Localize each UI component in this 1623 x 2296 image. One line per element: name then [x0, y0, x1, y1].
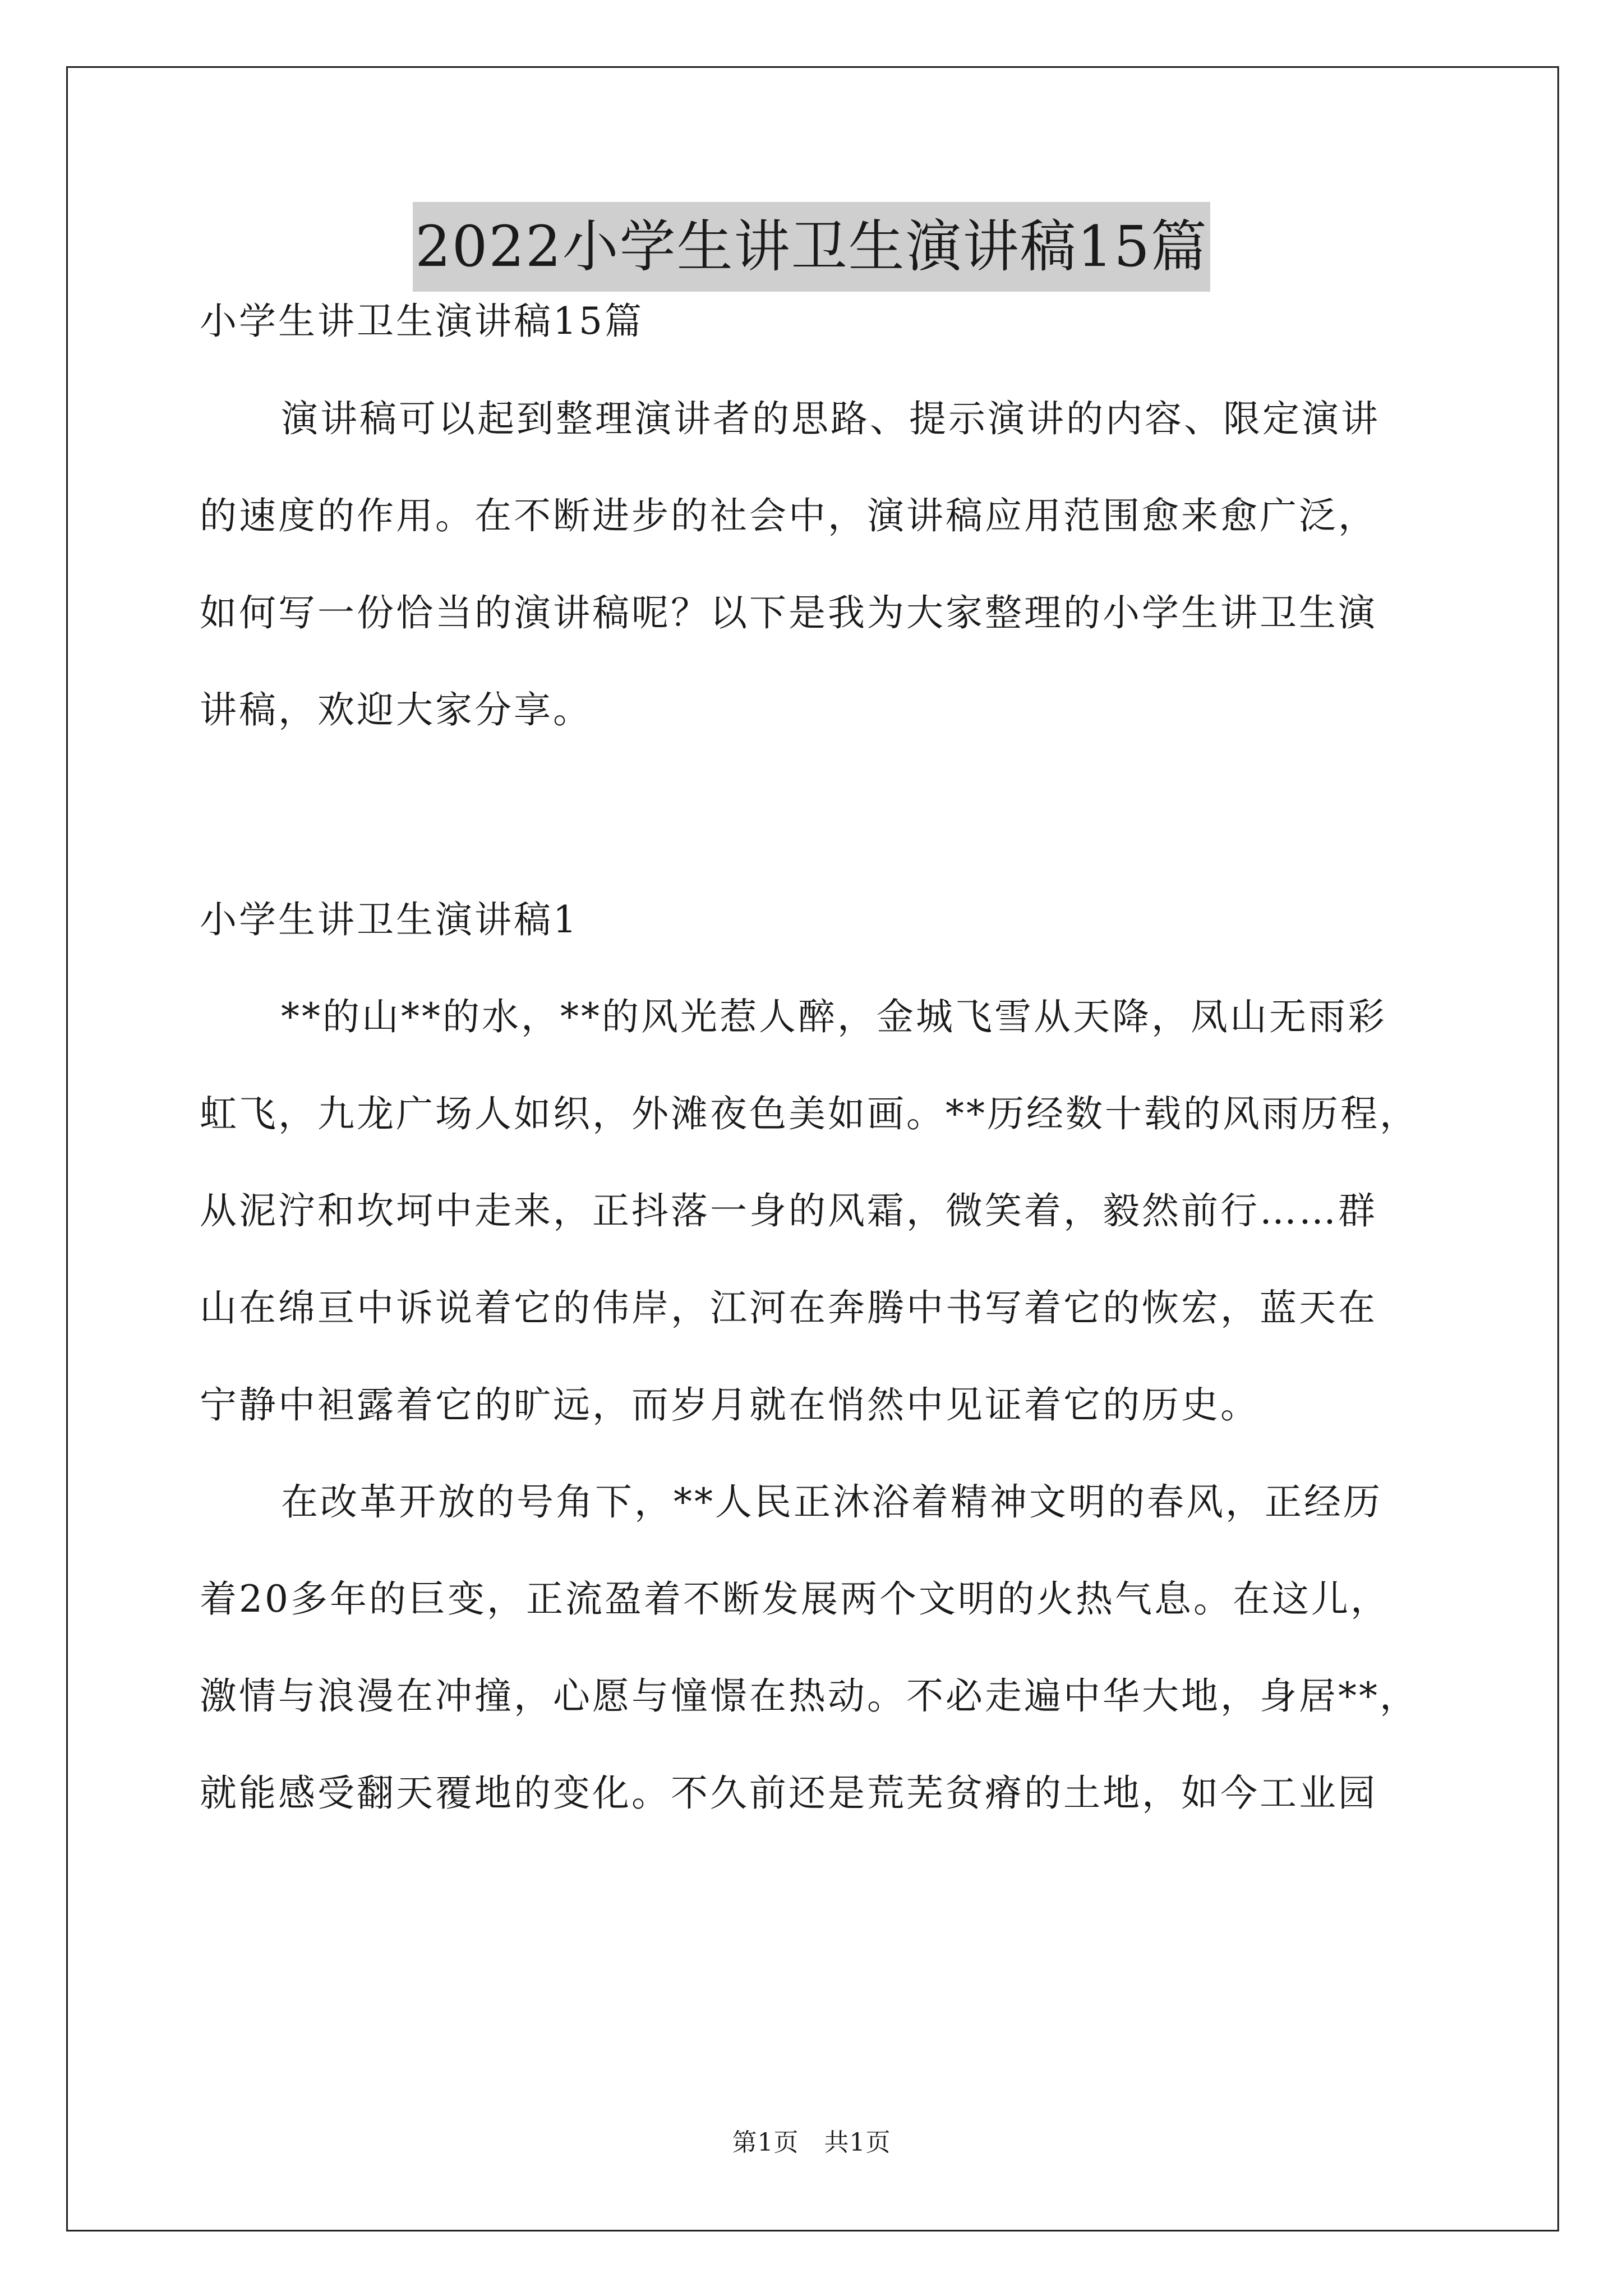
paragraph-line: 宁静中袒露着它的旷远，而岁月就在悄然中见证着它的历史。: [200, 1383, 1260, 1427]
paragraph-line: 激情与浪漫在冲撞，心愿与憧憬在热动。不必走遍中华大地，身居**，: [200, 1674, 1419, 1718]
paragraph-line: 虹飞，九龙广场人如织，外滩夜色美如画。**历经数十载的风雨历程，: [200, 1092, 1419, 1135]
section-heading: 小学生讲卫生演讲稿1: [200, 898, 579, 941]
paragraph-line: 着20多年的巨变，正流盈着不断发展两个文明的火热气息。在这儿，: [200, 1577, 1390, 1621]
paragraph-line: 就能感受翻天覆地的变化。不久前还是荒芜贫瘠的土地，如今工业园: [200, 1772, 1377, 1815]
paragraph-1: [200, 995, 1436, 1427]
intro-line: 讲稿，欢迎大家分享。: [200, 688, 592, 731]
intro-paragraph: [200, 397, 1436, 731]
intro-line: 演讲稿可以起到整理演讲者的思路、提示演讲的内容、限定演讲: [281, 397, 1380, 440]
subtitle: 小学生讲卫生演讲稿15篇: [200, 300, 644, 343]
document-title: 2022小学生讲卫生演讲稿15篇: [413, 202, 1210, 292]
paragraph-line: **的山**的水，**的风光惹人醉，金城飞雪从天降，凤山无雨彩: [281, 995, 1387, 1038]
intro-line: 的速度的作用。在不断进步的社会中，演讲稿应用范围愈来愈广泛，: [200, 494, 1377, 537]
paragraph-line: 从泥泞和坎坷中走来，正抖落一身的风霜，微笑着，毅然前行……群: [200, 1189, 1377, 1232]
paragraph-line: 山在绵亘中诉说着它的伟岸，江河在奔腾中书写着它的恢宏，蓝天在: [200, 1286, 1377, 1329]
intro-line: 如何写一份恰当的演讲稿呢？以下是我为大家整理的小学生讲卫生演: [200, 591, 1377, 634]
document-body: [200, 300, 1436, 1815]
paragraph-2: [200, 1480, 1436, 1815]
title-wrap: [0, 202, 1623, 292]
paragraph-line: 在改革开放的号角下，**人民正沐浴着精神文明的春风，正经历: [281, 1480, 1382, 1524]
page-footer: 第1页 共1页: [732, 2128, 891, 2157]
